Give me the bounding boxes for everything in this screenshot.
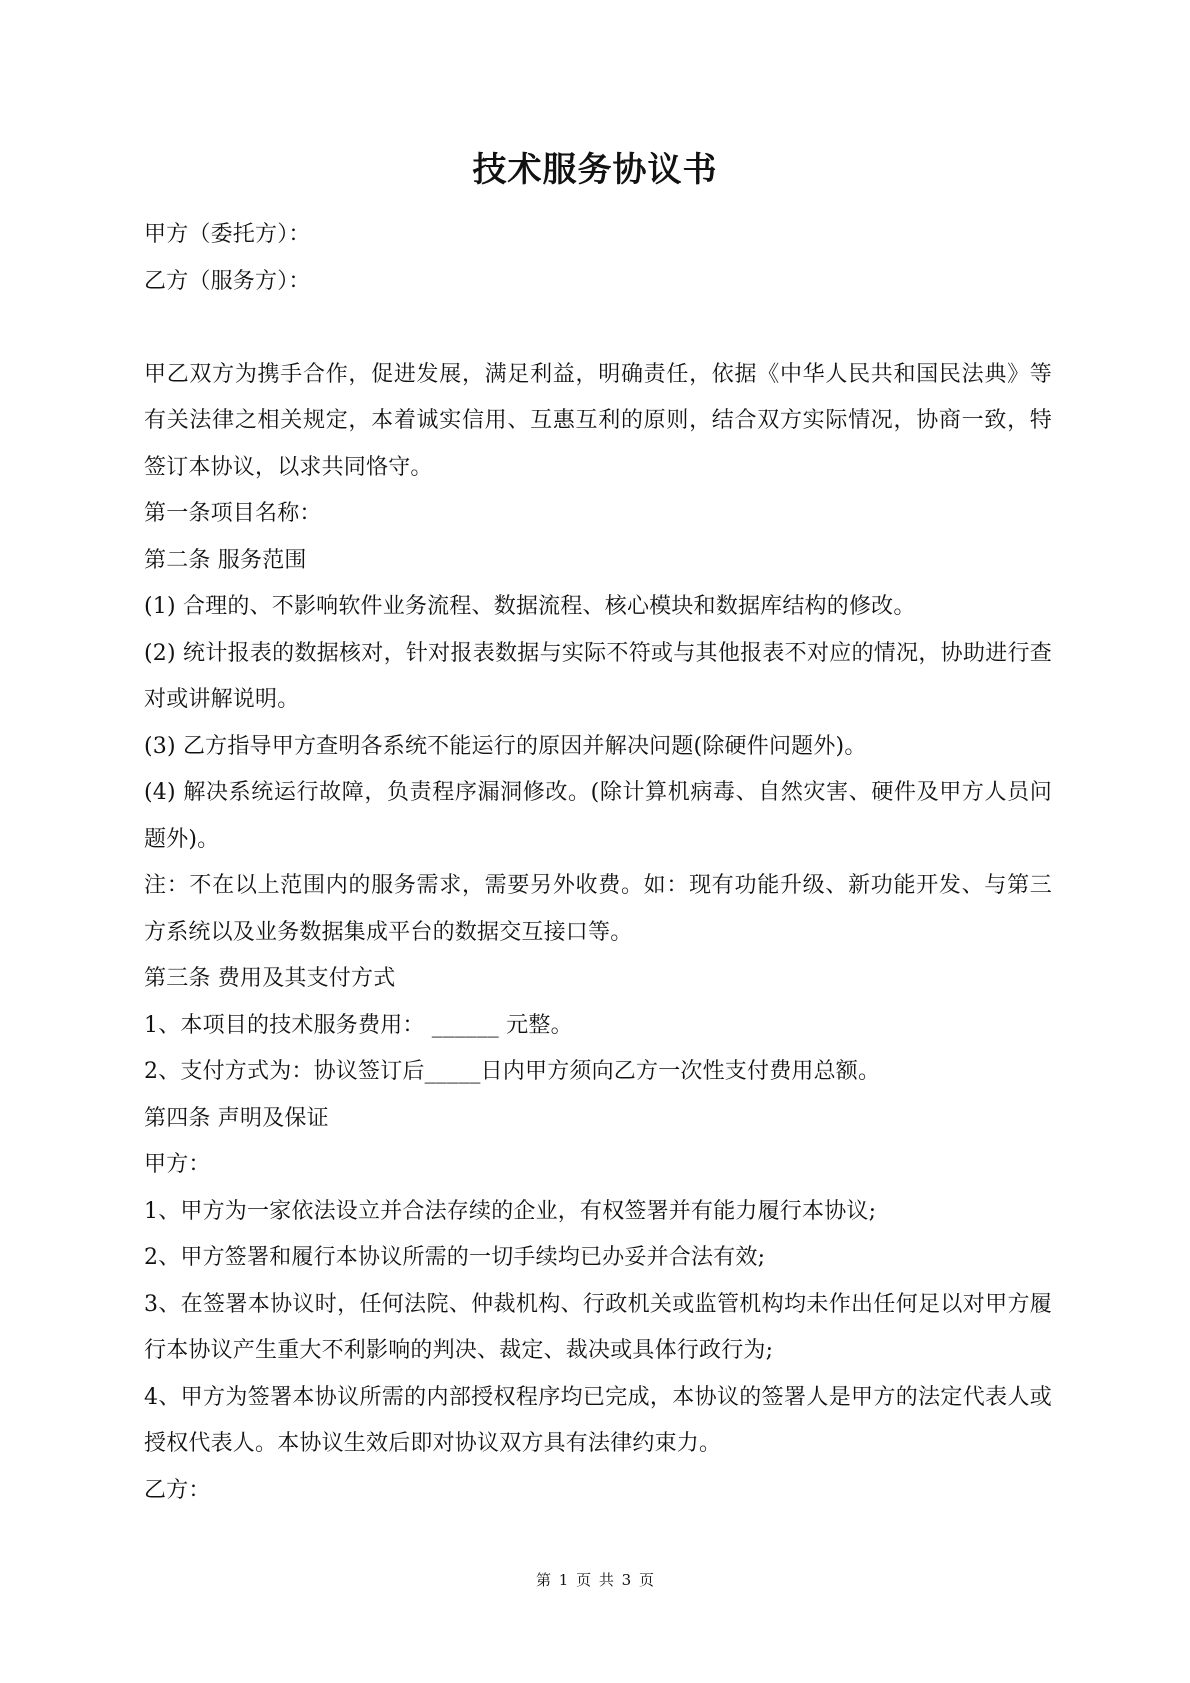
article-3-heading: 第三条 费用及其支付方式 <box>144 966 396 991</box>
party-a-item: 3、在签署本协议时，任何法院、仲裁机构、行政机关或监管机构均未作出任何足以对甲方履行本协议产生重大不利影响的判决、裁定、裁决或具体行政行为; <box>144 1291 1052 1363</box>
article-2-item: (1) 合理的、不影响软件业务流程、数据流程、核心模块和数据库结构的修改。 <box>144 594 916 619</box>
document-title: 技术服务协议书 <box>472 150 718 190</box>
party-a-line: 甲方（委托方）： <box>144 222 311 247</box>
article-2-heading: 第二条 服务范围 <box>144 547 307 573</box>
party-a-item: 4、甲方为签署本协议所需的内部授权程序均已完成，本协议的签署人是甲方的法定代表人或授权代表人。本协议生效后即对协议双方具有法律约束力。 <box>144 1384 1052 1456</box>
article-2-item: (4) 解决系统运行故障，负责程序漏洞修改。(除计算机病毒、自然灾害、硬件及甲方人员问题外)。 <box>144 780 1052 852</box>
article-2-note: 注：不在以上范围内的服务需求，需要另外收费。如：现有功能升级、新功能开发、与第三方系统以及业务数据集成平台的数据交互接口等。 <box>144 873 1052 945</box>
article-4-heading: 第四条 声明及保证 <box>144 1105 329 1131</box>
page-number-footer: 第 1 页 共 3 页 <box>536 1571 654 1589</box>
article-3-item: 2、支付方式为：协议签订后_____日内甲方须向乙方一次性支付费用总额。 <box>144 1059 881 1084</box>
party-a-item: 2、甲方签署和履行本协议所需的一切手续均已办妥并合法有效; <box>144 1245 766 1270</box>
article-2-item: (3) 乙方指导甲方查明各系统不能运行的原因并解决问题(除硬件问题外)。 <box>144 733 867 759</box>
article-2-item: (2) 统计报表的数据核对，针对报表数据与实际不符或与其他报表不对应的情况，协助进行查对或讲解说明。 <box>144 640 1052 712</box>
party-b-label: 乙方： <box>144 1477 211 1503</box>
blank-line <box>144 305 1052 352</box>
document-body <box>144 212 1052 1514</box>
article-3-item: 1、本项目的技术服务费用： ______ 元整。 <box>144 1012 573 1038</box>
party-b-line: 乙方（服务方）： <box>144 268 311 294</box>
party-a-label: 甲方： <box>144 1152 211 1177</box>
preamble-paragraph: 甲乙双方为携手合作，促进发展，满足利益，明确责任，依据《中华人民共和国民法典》等有关法律之相关规定，本着诚实信用、互惠互利的原则，结合双方实际情况，协商一致，特签订本协议，以求共同恪守。 <box>144 361 1052 480</box>
party-a-item: 1、甲方为一家依法设立并合法存续的企业，有权签署并有能力履行本协议; <box>144 1198 877 1224</box>
article-1-heading: 第一条项目名称： <box>144 501 322 526</box>
